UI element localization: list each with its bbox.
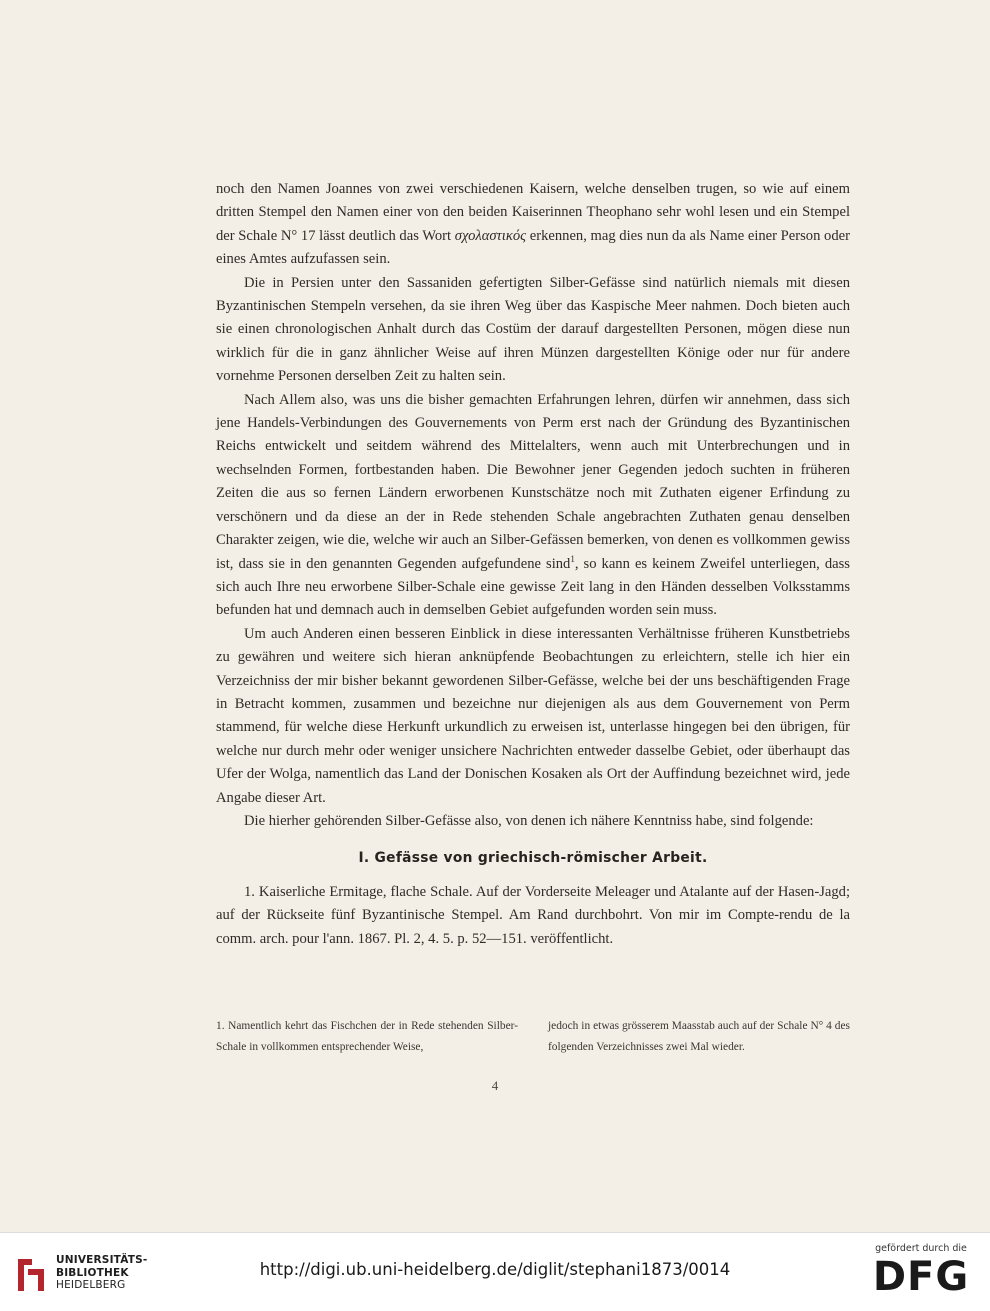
- library-line-2: BIBLIOTHEK: [56, 1266, 129, 1279]
- paragraph-3-tail: , so kann es keinem Zweifel unterliegen, dass sich auch Ihre neu erworbene Silber-Schale eine gewisse Zeit lang in den Händen desselben Volksstamms befunden hat und demnach auch in demselben Gebiet aufgefunden worden sein muss.: [216, 555, 850, 619]
- library-line-1: UNIVERSITÄTS-: [56, 1254, 148, 1266]
- paragraph-5: Die hierher gehörenden Silber-Gefässe also, von denen ich nähere Kenntniss habe, sind folgende:: [244, 812, 814, 829]
- main-text: [216, 178, 850, 951]
- section-heading: I. Gefässe von griechisch-römischer Arbeit.: [358, 850, 708, 867]
- funded-by-text: gefördert durch die: [875, 1243, 967, 1254]
- greek-word: σχολαστικός: [454, 227, 527, 244]
- paragraph-1: [216, 178, 850, 272]
- section-paragraph: 1. Kaiserliche Ermitage, flache Schale. Auf der Vorderseite Meleager und Atalante auf der Hasen-Jagd; auf der Rückseite fünf Byzantinische Stempel. Am Rand durchbohrt. Von mir im Compte-rendu de la comm. arch. pour l'ann. 1867. Pl. 2, 4. 5. p. 52—151. veröffentlicht.: [216, 883, 850, 947]
- paragraph-3: [216, 389, 850, 623]
- paragraph-2: Die in Persien unter den Sassaniden gefertigten Silber-Gefässe sind natürlich niemals mit diesen Byzantinischen Stempeln versehen, da sie ihren Weg über das Kaspische Meer nahmen. Doch bieten auch sie einen chronologischen Anhalt durch das Costüm der darauf dargestellten Personen, mögen diese nun wirklich für die in ganz ähnlicher Weise auf ihren Münzen dargestellten Könige oder nur für andere vornehme Personen derselben Zeit zu halten sein.: [216, 274, 850, 385]
- library-line-3: HEIDELBERG: [56, 1279, 126, 1291]
- footnotes: [216, 1016, 850, 1058]
- dfg-logo: DFG: [872, 1254, 970, 1300]
- permalink-url[interactable]: http://digi.ub.uni-heidelberg.de/diglit/stephani1873/0014: [259, 1260, 731, 1279]
- paragraph-1-text: noch den Namen Joannes von zwei verschiedenen Kaisern, welche denselben trugen, so wie auf einem dritten Stempel den Namen einer von den beiden Kaiserinnen Theophano sehr wohl lesen und ein Stempel der Schale N° 17 lässt deutlich das Wort: [216, 181, 850, 244]
- footnote-left: 1. Namentlich kehrt das Fischchen der in Rede stehenden Silber-Schale in vollkommen entsprechender Weise,: [216, 1020, 518, 1053]
- paragraph-3-text: Nach Allem also, was uns die bisher gemachten Erfahrungen lehren, dürfen wir annehmen, dass sich jene Handels-Verbindungen des Gouvernements von Perm erst nach der Gründung des Byzantinischen Reichs entwickelt und seitdem während des Mittelalters, wenn auch mit Unterbrechungen und in wechselnden Formen, fortbestanden haben. Die Bewohner jener Gegenden jedoch suchten in früheren Zeiten die aus so fernen Ländern erworbenen Kunstschätze noch mit Zuthaten eigener Erfindung zu verschönern und da diese an der in Rede stehenden Schale angebrachten Zuthaten genau denselben Charakter zeigen, wie die, welche wir auch an Silber-Gefässen bemerken, von denen es vollkommen gewiss ist, dass sie in den genannten Gegenden aufgefundene sind: [216, 391, 850, 572]
- footer-bar: [0, 1232, 990, 1311]
- footnote-mark: 1: [570, 553, 575, 564]
- page-number: 4: [491, 1078, 499, 1093]
- dfg-block: [866, 1243, 976, 1300]
- footnote-right: jedoch in etwas grösserem Maasstab auch auf der Schale N° 4 des folgenden Verzeichnisses zwei Mal wieder.: [548, 1020, 850, 1053]
- paragraph-1-tail: erkennen, mag dies nun da als Name einer Person oder eines Amtes aufzufassen sein.: [216, 227, 850, 268]
- paragraph-4: Um auch Anderen einen besseren Einblick in diese interessanten Verhältnisse früheren Kunstbetriebs zu gewähren und weitere sich hieran anknüpfende Beobachtungen zu erleichtern, stelle ich hier ein Verzeichniss der mir bisher bekannt gewordenen Silber-Gefässe, welche bei der uns beschäftigenden Frage in Betracht kommen, zusammen und bezeichne nur diejenigen als aus dem Gouvernement von Perm stammend, für welche diese Herkunft urkundlich zu erweisen ist, unterlasse hingegen bei den übrigen, für welche nur durch mehr oder weniger unsichere Nachrichten entweder dasselbe Gebiet, oder überhaupt das Ufer der Wolga, namentlich das Land der Donischen Kosaken als Ort der Auffindung bezeichnet wird, jede Angabe dieser Art.: [216, 625, 850, 806]
